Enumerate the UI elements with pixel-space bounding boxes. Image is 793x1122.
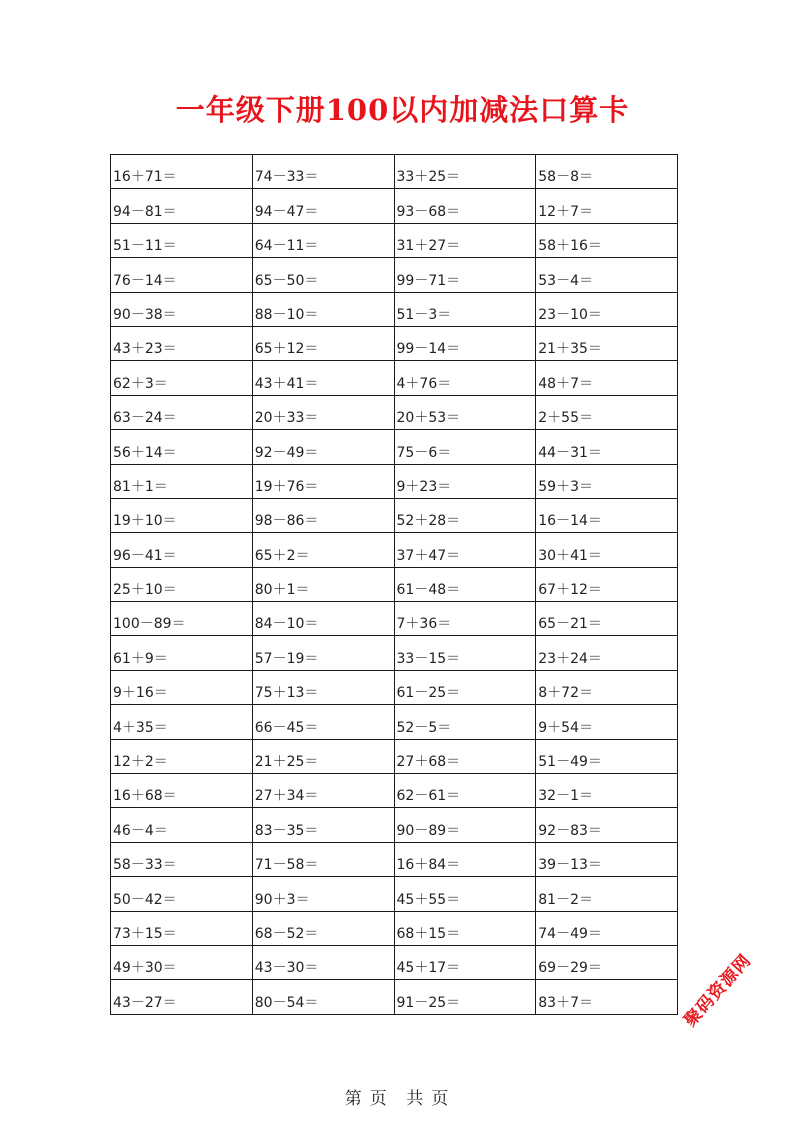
table-row bbox=[111, 498, 678, 532]
problem-cell: 90＋3＝ bbox=[252, 877, 394, 911]
footer-page-label: 第 bbox=[344, 1089, 362, 1109]
problem-cell: 9＋54＝ bbox=[536, 705, 678, 739]
problem-cell: 65＋2＝ bbox=[252, 533, 394, 567]
problem-cell: 59＋3＝ bbox=[536, 464, 678, 498]
problem-cell: 8＋72＝ bbox=[536, 670, 678, 704]
problem-cell: 75－6＝ bbox=[394, 430, 536, 464]
table-row bbox=[111, 842, 678, 876]
problem-cell: 94－81＝ bbox=[111, 189, 253, 223]
table-row bbox=[111, 567, 678, 601]
problem-cell: 51－11＝ bbox=[111, 223, 253, 257]
table-row bbox=[111, 258, 678, 292]
problem-cell: 30＋41＝ bbox=[536, 533, 678, 567]
table-row bbox=[111, 774, 678, 808]
problem-cell: 16＋71＝ bbox=[111, 155, 253, 189]
table-row bbox=[111, 292, 678, 326]
table-row bbox=[111, 877, 678, 911]
problem-cell: 48＋7＝ bbox=[536, 361, 678, 395]
problem-cell: 43＋41＝ bbox=[252, 361, 394, 395]
problem-cell: 91－25＝ bbox=[394, 980, 536, 1014]
problem-cell: 73＋15＝ bbox=[111, 911, 253, 945]
problem-cell: 31＋27＝ bbox=[394, 223, 536, 257]
problem-cell: 21＋25＝ bbox=[252, 739, 394, 773]
problem-cell: 7＋36＝ bbox=[394, 602, 536, 636]
watermark: 聚码资源网 bbox=[680, 950, 756, 1031]
problem-cell: 4＋35＝ bbox=[111, 705, 253, 739]
problem-cell: 92－83＝ bbox=[536, 808, 678, 842]
table-row bbox=[111, 155, 678, 189]
problem-cell: 62＋3＝ bbox=[111, 361, 253, 395]
problem-cell: 52－5＝ bbox=[394, 705, 536, 739]
problem-cell: 94－47＝ bbox=[252, 189, 394, 223]
problem-cell: 68－52＝ bbox=[252, 911, 394, 945]
problem-cell: 45＋17＝ bbox=[394, 945, 536, 979]
problem-cell: 99－14＝ bbox=[394, 326, 536, 360]
problem-cell: 80＋1＝ bbox=[252, 567, 394, 601]
problem-cell: 81＋1＝ bbox=[111, 464, 253, 498]
problem-cell: 75＋13＝ bbox=[252, 670, 394, 704]
problem-cell: 43－27＝ bbox=[111, 980, 253, 1014]
problem-cell: 37＋47＝ bbox=[394, 533, 536, 567]
problem-cell: 33＋25＝ bbox=[394, 155, 536, 189]
table-row bbox=[111, 361, 678, 395]
problem-cell: 19＋10＝ bbox=[111, 498, 253, 532]
problem-cell: 65－21＝ bbox=[536, 602, 678, 636]
table-row bbox=[111, 739, 678, 773]
problem-cell: 51－49＝ bbox=[536, 739, 678, 773]
problem-cell: 71－58＝ bbox=[252, 842, 394, 876]
problem-cell: 67＋12＝ bbox=[536, 567, 678, 601]
problem-cell: 58－33＝ bbox=[111, 842, 253, 876]
table-row bbox=[111, 189, 678, 223]
table-row bbox=[111, 670, 678, 704]
problem-cell: 2＋55＝ bbox=[536, 395, 678, 429]
table-row bbox=[111, 430, 678, 464]
problem-cell: 39－13＝ bbox=[536, 842, 678, 876]
table-row bbox=[111, 945, 678, 979]
problem-cell: 27＋68＝ bbox=[394, 739, 536, 773]
table-row bbox=[111, 464, 678, 498]
problem-cell: 12＋7＝ bbox=[536, 189, 678, 223]
problem-cell: 83＋7＝ bbox=[536, 980, 678, 1014]
table-row bbox=[111, 705, 678, 739]
problem-cell: 62－61＝ bbox=[394, 774, 536, 808]
problem-cell: 45＋55＝ bbox=[394, 877, 536, 911]
problem-cell: 84－10＝ bbox=[252, 602, 394, 636]
table-row bbox=[111, 326, 678, 360]
problem-cell: 27＋34＝ bbox=[252, 774, 394, 808]
problem-cell: 50－42＝ bbox=[111, 877, 253, 911]
problem-cell: 51－3＝ bbox=[394, 292, 536, 326]
problem-cell: 90－89＝ bbox=[394, 808, 536, 842]
problem-cell: 16＋84＝ bbox=[394, 842, 536, 876]
problem-cell: 93－68＝ bbox=[394, 189, 536, 223]
problem-cell: 4＋76＝ bbox=[394, 361, 536, 395]
problem-cell: 32－1＝ bbox=[536, 774, 678, 808]
problem-cell: 46－4＝ bbox=[111, 808, 253, 842]
problem-cell: 99－71＝ bbox=[394, 258, 536, 292]
problem-cell: 12＋2＝ bbox=[111, 739, 253, 773]
problem-cell: 20＋33＝ bbox=[252, 395, 394, 429]
problem-cell: 61－25＝ bbox=[394, 670, 536, 704]
problem-cell: 16－14＝ bbox=[536, 498, 678, 532]
table-row bbox=[111, 980, 678, 1014]
problem-cell: 19＋76＝ bbox=[252, 464, 394, 498]
problem-cell: 61＋9＝ bbox=[111, 636, 253, 670]
page-footer bbox=[0, 1084, 793, 1109]
problem-cell: 43－30＝ bbox=[252, 945, 394, 979]
problem-cell: 9＋23＝ bbox=[394, 464, 536, 498]
problem-cell: 56＋14＝ bbox=[111, 430, 253, 464]
problem-cell: 57－19＝ bbox=[252, 636, 394, 670]
problem-cell: 68＋15＝ bbox=[394, 911, 536, 945]
problem-cell: 64－11＝ bbox=[252, 223, 394, 257]
problem-cell: 65＋12＝ bbox=[252, 326, 394, 360]
problem-cell: 23－10＝ bbox=[536, 292, 678, 326]
problem-cell: 96－41＝ bbox=[111, 533, 253, 567]
table-row bbox=[111, 636, 678, 670]
table-row bbox=[111, 395, 678, 429]
table-row bbox=[111, 223, 678, 257]
problem-cell: 25＋10＝ bbox=[111, 567, 253, 601]
problem-cell: 76－14＝ bbox=[111, 258, 253, 292]
footer-total-unit: 页 bbox=[431, 1089, 449, 1109]
problem-cell: 58＋16＝ bbox=[536, 223, 678, 257]
problem-cell: 53－4＝ bbox=[536, 258, 678, 292]
problem-cell: 100－89＝ bbox=[111, 602, 253, 636]
problem-cell: 74－49＝ bbox=[536, 911, 678, 945]
problem-cell: 20＋53＝ bbox=[394, 395, 536, 429]
footer-total-label: 共 bbox=[406, 1089, 424, 1109]
table-row bbox=[111, 808, 678, 842]
problem-cell: 58－8＝ bbox=[536, 155, 678, 189]
problem-cell: 83－35＝ bbox=[252, 808, 394, 842]
problem-cell: 61－48＝ bbox=[394, 567, 536, 601]
problem-cell: 43＋23＝ bbox=[111, 326, 253, 360]
problem-cell: 69－29＝ bbox=[536, 945, 678, 979]
problem-cell: 52＋28＝ bbox=[394, 498, 536, 532]
problem-cell: 63－24＝ bbox=[111, 395, 253, 429]
problem-cell: 16＋68＝ bbox=[111, 774, 253, 808]
problem-cell: 92－49＝ bbox=[252, 430, 394, 464]
arithmetic-table bbox=[110, 154, 678, 1015]
problem-cell: 49＋30＝ bbox=[111, 945, 253, 979]
problem-cell: 90－38＝ bbox=[111, 292, 253, 326]
problem-cell: 88－10＝ bbox=[252, 292, 394, 326]
problem-cell: 33－15＝ bbox=[394, 636, 536, 670]
problem-cell: 65－50＝ bbox=[252, 258, 394, 292]
problem-cell: 66－45＝ bbox=[252, 705, 394, 739]
problem-cell: 74－33＝ bbox=[252, 155, 394, 189]
problem-cell: 21＋35＝ bbox=[536, 326, 678, 360]
problem-cell: 44－31＝ bbox=[536, 430, 678, 464]
problem-cell: 80－54＝ bbox=[252, 980, 394, 1014]
problem-cell: 98－86＝ bbox=[252, 498, 394, 532]
problem-cell: 9＋16＝ bbox=[111, 670, 253, 704]
page-title: 一年级下册100以内加减法口算卡 bbox=[175, 93, 630, 127]
problem-cell: 23＋24＝ bbox=[536, 636, 678, 670]
table-row bbox=[111, 911, 678, 945]
table-row bbox=[111, 533, 678, 567]
footer-page-unit: 页 bbox=[369, 1089, 387, 1109]
table-row bbox=[111, 602, 678, 636]
arithmetic-table-body bbox=[111, 155, 678, 1015]
problem-cell: 81－2＝ bbox=[536, 877, 678, 911]
